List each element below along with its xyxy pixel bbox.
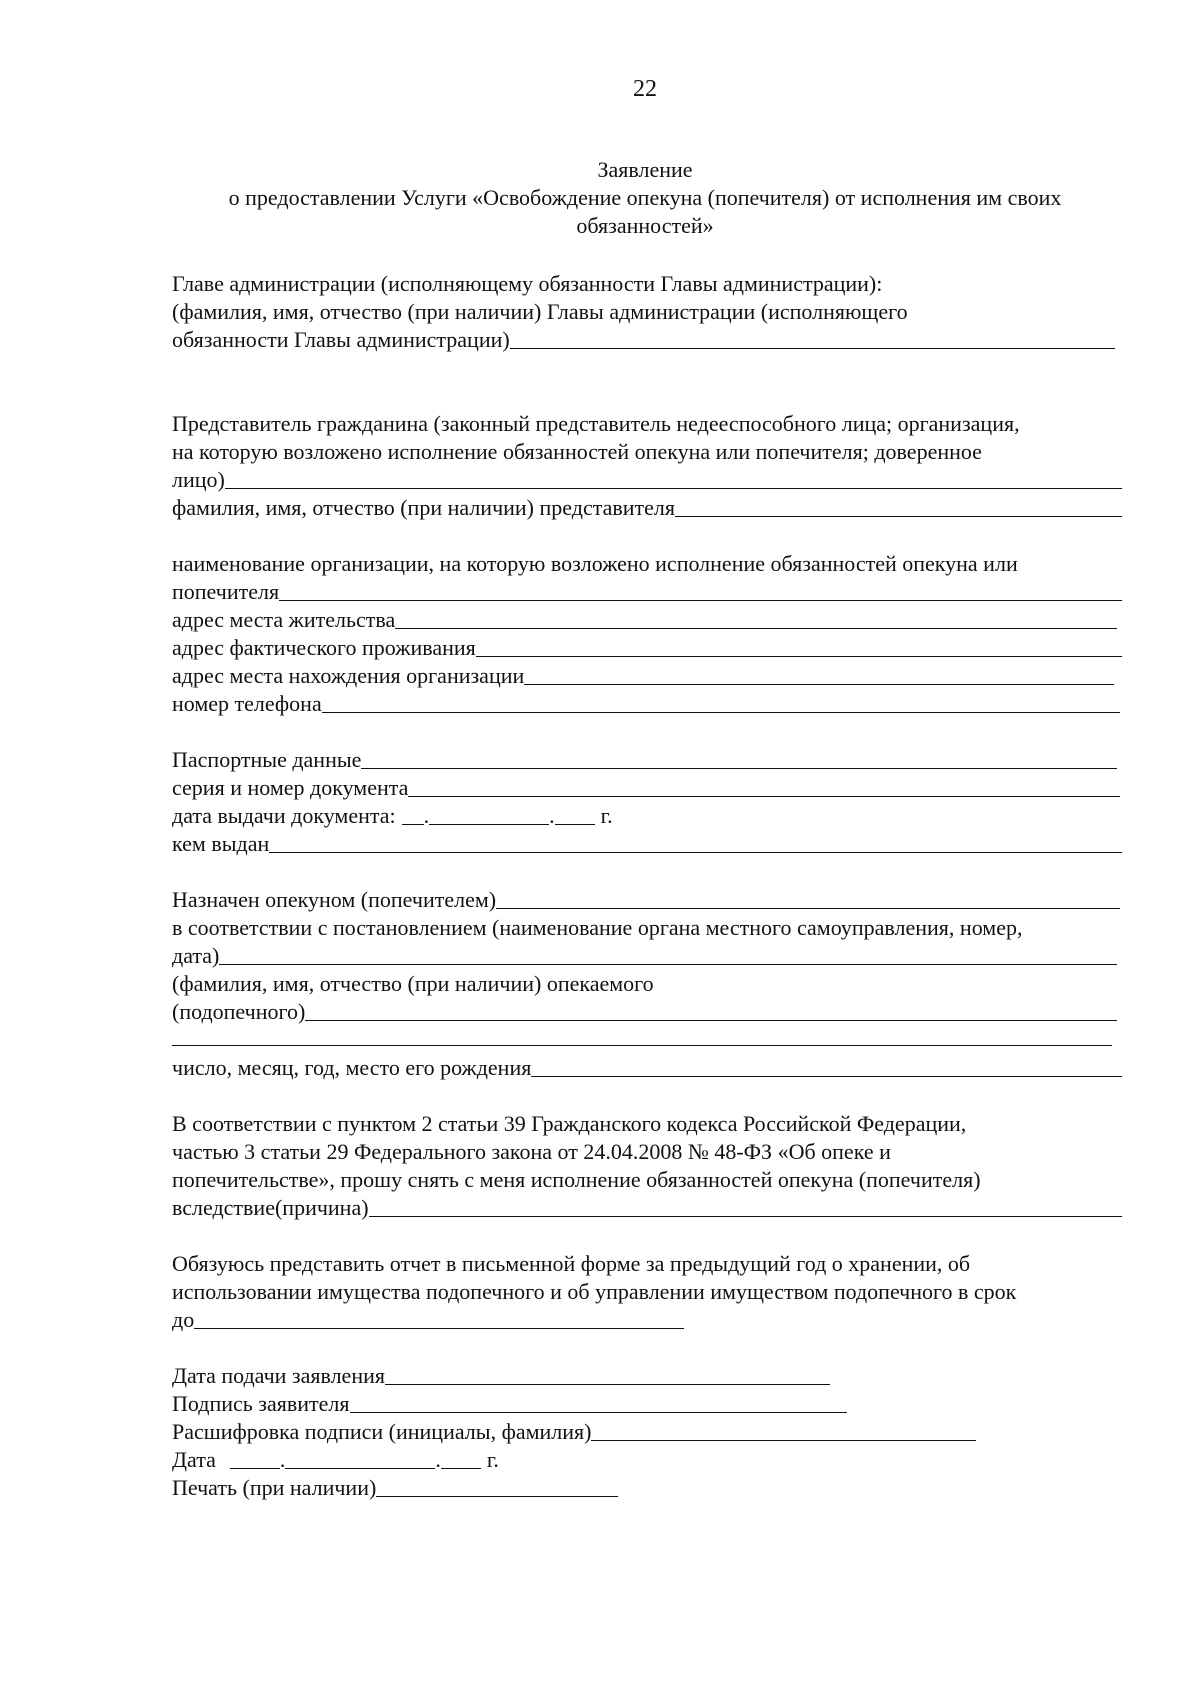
- addressee-line-2: (фамилия, имя, отчество (при наличии) Главы администрации (исполняющего: [172, 299, 908, 324]
- ward-extra-blank[interactable]: [172, 1045, 1112, 1046]
- phone-label: номер телефона: [172, 691, 322, 716]
- issue-day-blank[interactable]: [402, 824, 424, 825]
- representative-line-2: на которую возложено исполнение обязанностей опекуна или попечителя; доверенное: [172, 439, 982, 464]
- residence-address-label: адрес места жительства: [172, 607, 396, 632]
- report-deadline-blank[interactable]: [194, 1328, 684, 1329]
- representative-line-1: Представитель гражданина (законный представитель недееспособного лица; организация,: [172, 411, 1020, 436]
- phone-field[interactable]: [172, 690, 1120, 718]
- resolution-field[interactable]: [172, 942, 1117, 970]
- residence-address-blank[interactable]: [395, 628, 1117, 629]
- stamp-field[interactable]: [172, 1474, 618, 1502]
- issued-by-field[interactable]: [172, 830, 1122, 858]
- organization-address-field[interactable]: [172, 662, 1114, 690]
- sign-month-blank[interactable]: [285, 1468, 435, 1469]
- sign-date-dot-2: .: [435, 1447, 441, 1472]
- phone-blank[interactable]: [322, 712, 1120, 713]
- applicant-signature-label: Подпись заявителя: [172, 1391, 350, 1416]
- submission-date-label: Дата подачи заявления: [172, 1363, 385, 1388]
- addressee-blank[interactable]: [510, 348, 1115, 349]
- document-series-field[interactable]: [172, 774, 1120, 802]
- reason-field[interactable]: [172, 1194, 1122, 1222]
- document-title: [175, 156, 1115, 240]
- issue-date-dot-1: .: [423, 803, 430, 828]
- addressee-field[interactable]: [172, 326, 1115, 354]
- residence-address-field[interactable]: [172, 606, 1117, 634]
- applicant-signature-blank[interactable]: [350, 1412, 847, 1413]
- issued-by-blank[interactable]: [269, 852, 1122, 853]
- passport-field[interactable]: [172, 746, 1117, 774]
- actual-residence-label: адрес фактического проживания: [172, 635, 476, 660]
- reason-blank[interactable]: [369, 1216, 1122, 1217]
- submission-date-field[interactable]: [172, 1362, 830, 1390]
- appointed-guardian-label: Назначен опекуном (попечителем): [172, 887, 497, 912]
- organization-name-blank[interactable]: [279, 600, 1122, 601]
- sign-date-label: Дата: [172, 1447, 216, 1472]
- ward-blank[interactable]: [305, 1020, 1117, 1021]
- sign-date-field[interactable]: [172, 1446, 499, 1474]
- passport-blank[interactable]: [361, 768, 1117, 769]
- request-line-2: частью 3 статьи 29 Федерального закона от 24.04.2008 № 48-ФЗ «Об опеке и: [172, 1139, 891, 1164]
- signature-decoding-label: Расшифровка подписи (инициалы, фамилия): [172, 1419, 592, 1444]
- document-series-label: серия и номер документа: [172, 775, 409, 800]
- actual-residence-field[interactable]: [172, 634, 1122, 662]
- signature-decoding-field[interactable]: [172, 1418, 976, 1446]
- representative-name-field[interactable]: [172, 494, 1122, 522]
- title-line-3: обязанностей»: [576, 213, 714, 238]
- report-line-1: Обязуюсь представить отчет в письменной форме за предыдущий год о хранении, об: [172, 1251, 971, 1276]
- resolution-blank[interactable]: [219, 964, 1117, 965]
- organization-name-label: попечителя: [172, 579, 280, 604]
- title-line-2: о предоставлении Услуги «Освобождение опекуна (попечителя) от исполнения им своих: [228, 185, 1062, 210]
- reason-label: вследствие(причина): [172, 1195, 369, 1220]
- sign-day-blank[interactable]: [230, 1468, 280, 1469]
- birth-label: число, месяц, год, место его рождения: [172, 1055, 532, 1080]
- issue-date-field[interactable]: [172, 802, 613, 830]
- sign-year-blank[interactable]: [441, 1468, 481, 1469]
- issue-year-blank[interactable]: [555, 824, 595, 825]
- page-number: 22: [633, 76, 657, 102]
- organization-address-blank[interactable]: [524, 684, 1114, 685]
- representative-name-label: фамилия, имя, отчество (при наличии) представителя: [172, 495, 676, 520]
- actual-residence-blank[interactable]: [476, 656, 1122, 657]
- organization-line-1: наименование организации, на которую возложено исполнение обязанностей опекуна или: [172, 551, 1018, 576]
- request-line-1: В соответствии с пунктом 2 статьи 39 Гражданского кодекса Российской Федерации,: [172, 1111, 967, 1136]
- issue-date-label: дата выдачи документа:: [172, 803, 396, 828]
- birth-blank[interactable]: [531, 1076, 1122, 1077]
- representative-person-label: лицо): [172, 467, 225, 492]
- report-deadline-field[interactable]: [172, 1306, 684, 1334]
- addressee-line-1: Главе администрации (исполняющему обязанности Главы администрации):: [172, 271, 883, 296]
- stamp-label: Печать (при наличии): [172, 1475, 377, 1500]
- addressee-field-label: обязанности Главы администрации): [172, 327, 510, 352]
- stamp-blank[interactable]: [376, 1496, 618, 1497]
- document-series-blank[interactable]: [408, 796, 1120, 797]
- ward-field[interactable]: [172, 998, 1117, 1026]
- report-line-2: использовании имущества подопечного и об управлении имуществом подопечного в срок: [172, 1279, 1017, 1304]
- resolution-label: дата): [172, 943, 220, 968]
- report-deadline-label: до: [172, 1307, 195, 1332]
- title-line-1: Заявление: [597, 157, 693, 182]
- representative-person-field[interactable]: [172, 466, 1122, 494]
- ward-label: (подопечного): [172, 999, 306, 1024]
- signature-decoding-blank[interactable]: [591, 1440, 976, 1441]
- request-line-3: попечительстве», прошу снять с меня исполнение обязанностей опекуна (попечителя): [172, 1167, 981, 1192]
- sign-year-suffix: г.: [486, 1447, 499, 1472]
- appointed-guardian-blank[interactable]: [496, 908, 1120, 909]
- issued-by-label: кем выдан: [172, 831, 270, 856]
- ward-line-1: (фамилия, имя, отчество (при наличии) опекаемого: [172, 971, 654, 996]
- sign-date-dot-1: .: [279, 1447, 286, 1472]
- representative-person-blank[interactable]: [225, 488, 1122, 489]
- passport-label: Паспортные данные: [172, 747, 362, 772]
- resolution-line-1: в соответствии с постановлением (наименование органа местного самоуправления, номер,: [172, 915, 1023, 940]
- issue-month-blank[interactable]: [429, 824, 549, 825]
- organization-name-field[interactable]: [172, 578, 1122, 606]
- representative-name-blank[interactable]: [675, 516, 1122, 517]
- appointed-guardian-field[interactable]: [172, 886, 1120, 914]
- birth-field[interactable]: [172, 1054, 1122, 1082]
- submission-date-blank[interactable]: [385, 1384, 830, 1385]
- applicant-signature-field[interactable]: [172, 1390, 847, 1418]
- issue-year-suffix: г.: [600, 803, 613, 828]
- issue-date-dot-2: .: [549, 803, 555, 828]
- organization-address-label: адрес места нахождения организации: [172, 663, 525, 688]
